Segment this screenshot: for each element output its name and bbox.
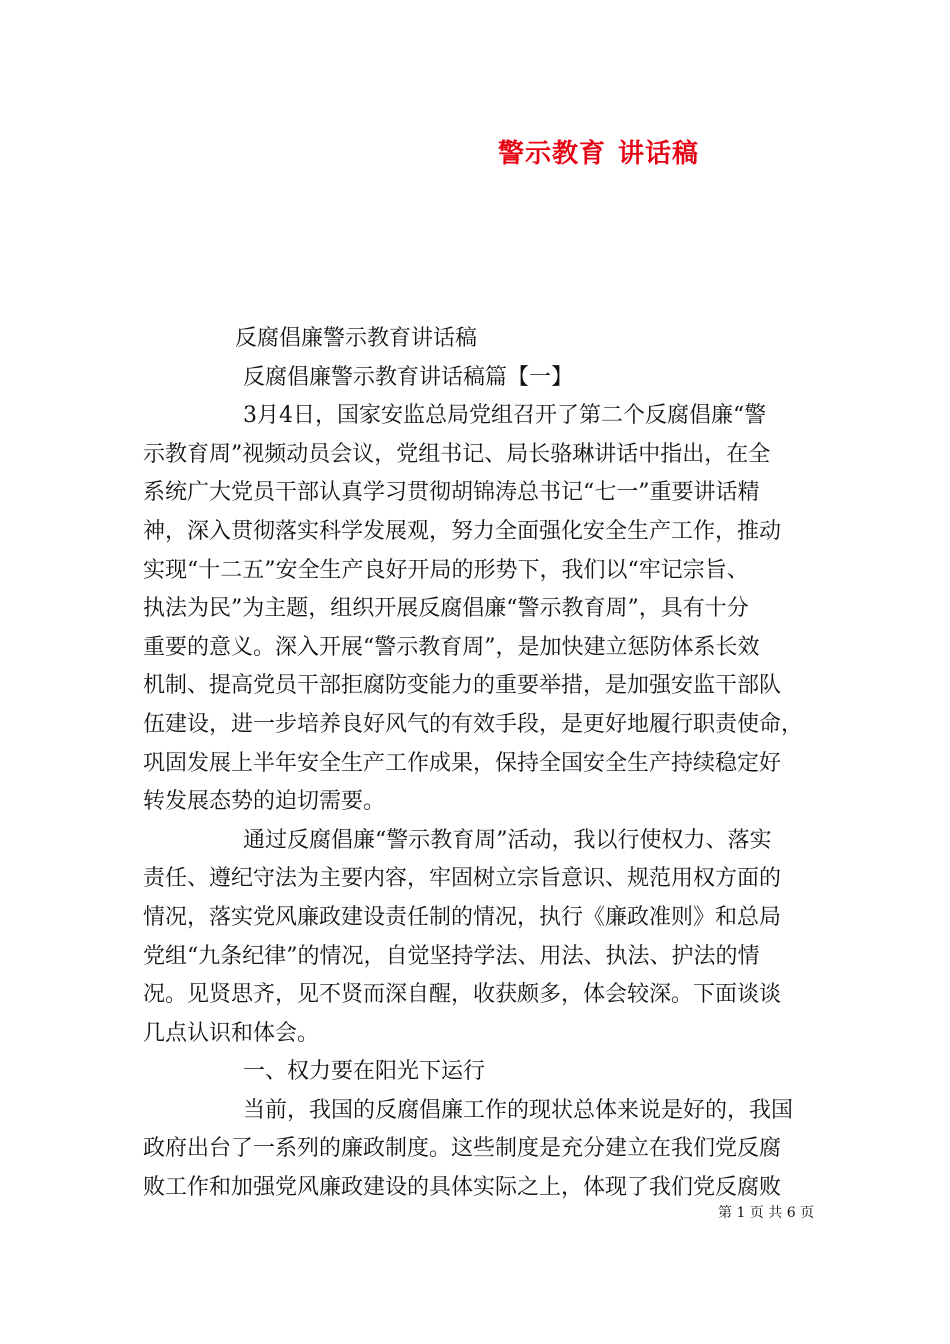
body-line: 示教育周”视频动员会议，党组书记、局长骆琳讲话中指出，在全 [143, 441, 771, 467]
body-line: 实现“十二五”安全生产良好开局的形势下，我们以“牢记宗旨、 [143, 557, 749, 583]
body-line: 一、权力要在阳光下运行 [243, 1059, 486, 1085]
body-line: 伍建设，进一步培养良好风气的有效手段，是更好地履行职责使命， [143, 711, 804, 737]
body-line: 重要的意义。深入开展“警示教育周”，是加快建立惩防体系长效 [143, 634, 760, 660]
body-line: 巩固发展上半年安全生产工作成果，保持全国安全生产持续稳定好 [143, 750, 782, 776]
title-part-2: 讲话稿 [618, 139, 700, 169]
body-line: 机制、提高党员干部拒腐防变能力的重要举措，是加强安监干部队 [143, 673, 782, 699]
title-part-1: 警示教育 [498, 139, 607, 169]
body-line: 况。见贤思齐，见不贤而深自醒，收获颇多，体会较深。下面谈谈 [143, 982, 782, 1008]
body-line: 神，深入贯彻落实科学发展观，努力全面强化安全生产工作，推动 [143, 518, 782, 544]
body-line: 情况，落实党风廉政建设责任制的情况，执行《廉政准则》和总局 [143, 904, 782, 930]
document-title [498, 133, 699, 170]
body-line: 通过反腐倡廉“警示教育周”活动，我以行使权力、落实 [243, 827, 772, 853]
body-line: 反腐倡廉警示教育讲话稿篇【一】 [243, 364, 574, 390]
body-line: 反腐倡廉警示教育讲话稿 [235, 326, 478, 351]
body-line: 党组“九条纪律”的情况，自觉坚持学法、用法、执法、护法的情 [143, 943, 760, 969]
body-line: 责任、遵纪守法为主要内容，牢固树立宗旨意识、规范用权方面的 [143, 866, 782, 892]
body-line: 转发展态势的迫切需要。 [143, 789, 386, 815]
body-line: 败工作和加强党风廉政建设的具体实际之上，体现了我们党反腐败 [143, 1175, 782, 1201]
body-line: 执法为民”为主题，组织开展反腐倡廉“警示教育周”，具有十分 [143, 596, 749, 622]
body-line: 3月4日，国家安监总局党组召开了第二个反腐倡廉“警 [243, 403, 767, 429]
body-line: 政府出台了一系列的廉政制度。这些制度是充分建立在我们党反腐 [143, 1136, 782, 1162]
document-body [143, 320, 808, 1208]
page-footer: 第 1 页 共 6 页 [718, 1205, 815, 1221]
body-line: 当前，我国的反腐倡廉工作的现状总体来说是好的，我国 [243, 1097, 794, 1123]
body-line: 几点认识和体会。 [143, 1020, 320, 1046]
body-line: 系统广大党员干部认真学习贯彻胡锦涛总书记“七一”重要讲话精 [143, 480, 760, 506]
